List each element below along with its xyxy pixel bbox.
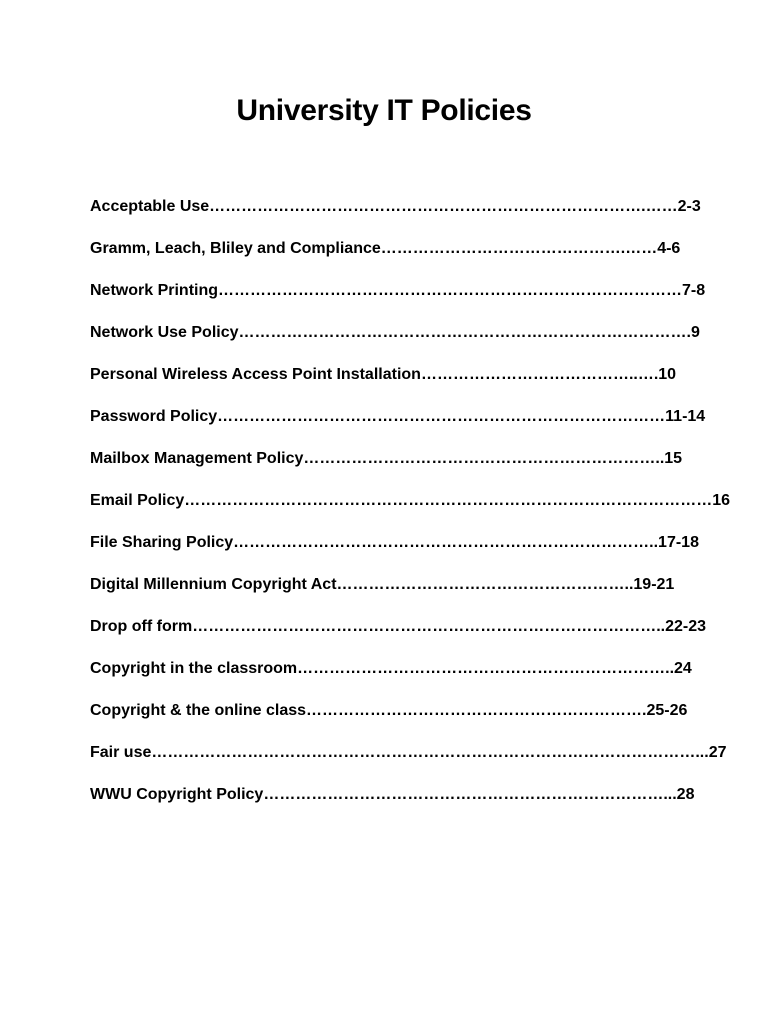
toc-entry-mailbox-management — [90, 450, 730, 492]
toc-entry-text: Acceptable Use……………………………………………………………………….……2-3 — [90, 198, 701, 215]
toc-entry-copyright-online-class — [90, 702, 730, 744]
toc-entry-text: WWU Copyright Policy…………………………………………………………………...28 — [90, 786, 695, 803]
toc-entry-wireless-access-point — [90, 366, 730, 408]
toc-entry-acceptable-use — [90, 198, 730, 240]
toc-entry-text: Network Use Policy………………………………………………………………………….9 — [90, 324, 700, 341]
toc-entry-text: Network Printing……………………………………………………………………………7-8 — [90, 282, 706, 299]
toc-entry-gramm-leach-bliley — [90, 240, 730, 282]
toc-entry-text: Copyright & the online class……………………………………………………….25-26 — [90, 702, 688, 719]
toc-entry-text: Digital Millennium Copyright Act………………………………………………..19-21 — [90, 576, 675, 593]
toc-entry-network-use-policy — [90, 324, 730, 366]
toc-entry-text: Copyright in the classroom……………………………………………………………..24 — [90, 660, 692, 677]
page-title: University IT Policies — [236, 94, 532, 127]
toc-entry-text: Gramm, Leach, Bliley and Compliance……………………………………….……4-6 — [90, 240, 681, 257]
toc-entry-drop-off-form — [90, 618, 730, 660]
toc-entry-text: Drop off form……………………………………………………………………………..22-23 — [90, 618, 707, 635]
toc-entry-network-printing — [90, 282, 730, 324]
toc-entry-email-policy — [90, 492, 730, 534]
table-of-contents — [90, 198, 730, 828]
toc-entry-text: Personal Wireless Access Point Installation…………………………………..….10 — [90, 366, 677, 383]
toc-entry-copyright-classroom — [90, 660, 730, 702]
toc-entry-text: Email Policy………………………………………………………………………………………16 — [90, 492, 731, 509]
toc-entry-file-sharing-policy — [90, 534, 730, 576]
toc-entry-wwu-copyright-policy — [90, 786, 730, 828]
toc-entry-text: File Sharing Policy……………………………………………………………………..17-18 — [90, 534, 699, 551]
toc-entry-dmca — [90, 576, 730, 618]
toc-entry-password-policy — [90, 408, 730, 450]
toc-entry-text: Mailbox Management Policy…………………………………………………………..15 — [90, 450, 683, 467]
toc-entry-text: Fair use…………………………………………………………………………………………...27 — [90, 744, 727, 761]
toc-entry-text: Password Policy…………………………………………………………………………11-14 — [90, 408, 706, 425]
toc-entry-fair-use — [90, 744, 730, 786]
